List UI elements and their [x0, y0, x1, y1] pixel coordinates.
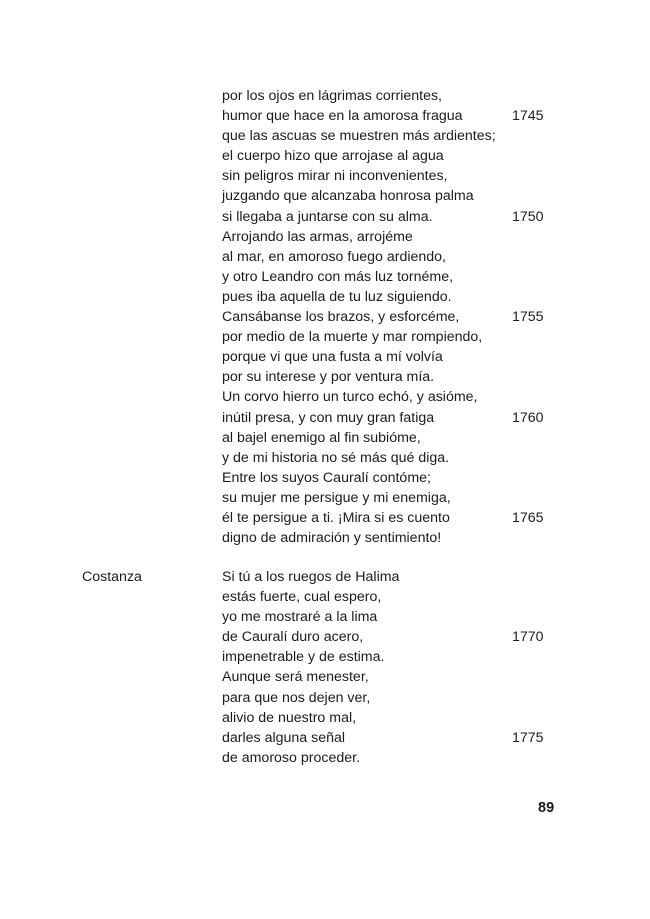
verse-text: juzgando que alcanzaba honrosa palma	[222, 188, 474, 205]
verse-line	[0, 428, 650, 448]
verse-text: y de mi historia no sé más qué diga.	[222, 449, 450, 466]
line-number: 1775	[512, 729, 544, 746]
verse-text: para que nos dejen ver,	[222, 689, 371, 706]
page-number: 89	[538, 800, 555, 816]
verse-text: darles alguna señal	[222, 729, 346, 746]
line-number: 1760	[512, 409, 544, 426]
verse-line	[0, 307, 650, 327]
verse-text: Entre los suyos Cauralí contóme;	[222, 469, 431, 486]
verse-text: de amoroso proceder.	[222, 749, 361, 766]
verse-line	[0, 607, 650, 627]
verse-text: y otro Leandro con más luz tornéme,	[222, 268, 454, 285]
verse-line	[0, 748, 650, 768]
line-number: 1755	[512, 309, 544, 326]
verse-line	[0, 166, 650, 186]
verse-text: por medio de la muerte y mar rompiendo,	[222, 329, 483, 346]
verse-text: yo me mostraré a la lima	[222, 609, 378, 626]
verse-text: que las ascuas se muestren más ardientes;	[222, 128, 496, 145]
verse-text: el cuerpo hizo que arrojase al agua	[222, 148, 444, 165]
verse-line	[0, 728, 650, 748]
verse-text: Un corvo hierro un turco echó, y asióme,	[222, 389, 478, 406]
verse-text: inútil presa, y con muy gran fatiga	[222, 409, 435, 426]
line-number: 1745	[512, 108, 544, 125]
verse-line	[0, 287, 650, 307]
verse-text: Arrojando las armas, arrojéme	[222, 228, 413, 245]
verse-line	[0, 468, 650, 488]
verse-line	[0, 146, 650, 166]
verse-text: su mujer me persigue y mi enemiga,	[222, 489, 451, 506]
verse-text: alivio de nuestro mal,	[222, 709, 357, 726]
verse-line	[0, 227, 650, 247]
verse-line	[0, 327, 650, 347]
verse-line	[0, 186, 650, 206]
verse-text: al mar, en amoroso fuego ardiendo,	[222, 248, 446, 265]
verse-text: al bajel enemigo al fin subióme,	[222, 429, 421, 446]
verse-line	[0, 408, 650, 428]
speaker-name: Costanza	[82, 569, 142, 585]
verse-text: él te persigue a ti. ¡Mira si es cuento	[222, 509, 450, 526]
verse-line	[0, 387, 650, 407]
verse-text: pues iba aquella de tu luz siguiendo.	[222, 288, 452, 305]
verse-text: digno de admiración y sentimiento!	[222, 530, 442, 547]
verse-line	[0, 647, 650, 667]
verse-text: si llegaba a juntarse con su alma.	[222, 208, 433, 225]
verse-line	[0, 267, 650, 287]
verse-line	[0, 667, 650, 687]
verse-line	[0, 367, 650, 387]
verse-line	[0, 587, 650, 607]
line-number: 1765	[512, 509, 544, 526]
verse-line	[0, 207, 650, 227]
line-number: 1750	[512, 208, 544, 225]
line-number: 1770	[512, 629, 544, 646]
verse-line	[0, 448, 650, 468]
verse-text: sin peligros mirar ni inconvenientes,	[222, 168, 448, 185]
verse-line	[0, 488, 650, 508]
verse-text: por su interese y por ventura mía.	[222, 369, 435, 386]
verse-line	[0, 708, 650, 728]
verse-text: Aunque será menester,	[222, 669, 369, 686]
verse-block-2	[0, 567, 650, 768]
verse-line	[0, 508, 650, 528]
verse-text: estás fuerte, cual espero,	[222, 589, 382, 606]
verse-line	[0, 86, 650, 106]
verse-text: Cansábanse los brazos, y esforcéme,	[222, 309, 460, 326]
verse-block-1	[0, 86, 650, 548]
verse-text: de Cauralí duro acero,	[222, 629, 364, 646]
verse-text: por los ojos en lágrimas corrientes,	[222, 88, 443, 104]
verse-line	[0, 528, 650, 548]
verse-text: Si tú a los ruegos de Halima	[222, 569, 400, 585]
verse-line	[0, 347, 650, 367]
verse-line	[0, 567, 650, 587]
verse-line	[0, 106, 650, 126]
verse-text: porque vi que una fusta a mí volvía	[222, 349, 443, 366]
verse-line	[0, 627, 650, 647]
verse-line	[0, 688, 650, 708]
verse-text: humor que hace en la amorosa fragua	[222, 108, 463, 125]
verse-line	[0, 247, 650, 267]
verse-text: impenetrable y de estima.	[222, 649, 385, 666]
verse-line	[0, 126, 650, 146]
